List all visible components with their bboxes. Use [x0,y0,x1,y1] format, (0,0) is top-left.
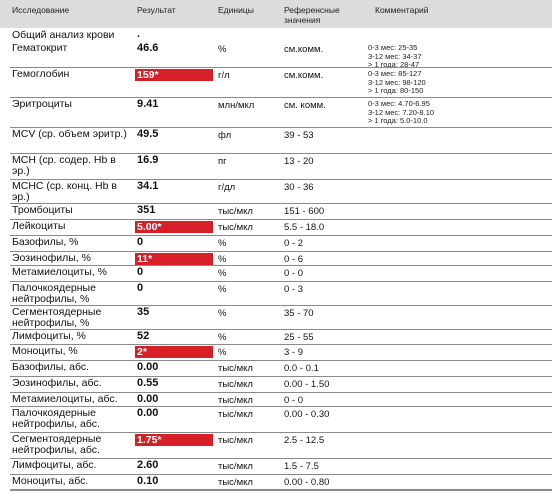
result-value: 0.10 [137,475,159,487]
table-row [10,306,552,330]
result-value: 52 [137,330,150,342]
unit: млн/мкл [218,100,255,111]
table-row [10,204,552,220]
result-value: 16.9 [137,154,159,166]
test-name: Базофилы, абс. [12,361,90,373]
reference-range: 35 - 70 [284,308,314,319]
test-name: MCHC (ср. конц. Hb в эр.) [12,180,117,203]
test-name: Эозинофилы, % [12,252,91,264]
test-name: Лейкоциты [12,220,66,232]
test-name: Тромбоциты [12,204,73,216]
reference-range: 1.5 - 7.5 [284,461,319,472]
table-header [0,0,552,28]
unit: пг [218,156,227,167]
table-row [10,330,552,345]
unit: тыс/мкл [218,435,253,446]
table-row [10,377,552,393]
result-value: 35 [137,306,150,318]
test-name: Сегментоядерные нейтрофилы, абс. [12,433,102,456]
test-name: Эритроциты [12,98,72,110]
table-row [10,68,552,98]
result-value: 0.00 [137,407,159,419]
test-name: Эозинофилы, абс. [12,377,102,389]
test-name: Лимфоциты, абс. [12,459,97,471]
result-value: 0.00 [137,361,159,373]
test-name: Гематокрит [12,42,68,54]
unit: % [218,238,227,249]
unit: % [218,254,227,265]
reference-range: 0.0 - 0.1 [284,363,319,374]
reference-range: 0 - 6 [284,254,304,265]
flagged-result: 5.00* [135,221,213,233]
reference-range: 5.5 - 18.0 [284,222,325,233]
table-row [10,98,552,128]
result-value: 9.41 [137,98,159,110]
table-row [10,393,552,407]
test-name: Палочкоядерные нейтрофилы, абс. [12,407,100,430]
result-value: 0 [137,236,144,248]
flagged-result: 1.75* [135,434,213,446]
result-value: 351 [137,204,156,216]
unit: г/л [218,70,230,81]
reference-range: 0 - 0 [284,268,304,279]
unit: фл [218,130,232,141]
table-row [10,42,552,68]
reference-range: 2.5 - 12.5 [284,435,325,446]
comment: 0-3 мес: 85-127 3-12 мес: 98-120 > 1 года: 80-150 [368,69,426,95]
result-value: 34.1 [137,180,159,192]
test-name: Сегментоядерные нейтрофилы, % [12,306,102,329]
reference-range: см. комм. [284,100,326,111]
reference-range: 0 - 3 [284,284,304,295]
reference-range: 0 - 2 [284,238,304,249]
reference-range: 25 - 55 [284,332,314,343]
table-row [10,407,552,433]
unit: г/дл [218,182,236,193]
table-row [10,361,552,377]
reference-range: 3 - 9 [284,347,304,358]
section-row [10,29,552,42]
test-name: Лимфоциты, % [12,330,86,342]
section-title: Общий анализ крови [12,29,115,41]
table-row [10,236,552,252]
unit: тыс/мкл [218,409,253,420]
flagged-result: 159* [135,69,213,81]
test-name: Метамиелоциты, % [12,266,107,278]
unit: % [218,44,227,55]
unit: тыс/мкл [218,477,253,488]
test-name: Палочкоядерные нейтрофилы, % [12,282,96,305]
test-name: Метамиелоциты, абс. [12,393,118,405]
table-row [10,282,552,306]
unit: % [218,308,227,319]
reference-range: 13 - 20 [284,156,314,167]
result-value: 49.5 [137,128,159,140]
reference-range: см.комм. [284,70,324,81]
result-value: 0.55 [137,377,159,389]
result-value: 46.6 [137,42,159,54]
table-row [10,459,552,475]
unit: % [218,332,227,343]
reference-range: 151 - 600 [284,206,325,217]
reference-range: 0.00 - 0.80 [284,477,330,488]
header-unit: Единицы [218,5,254,15]
reference-range: 0 - 0 [284,395,304,406]
unit: тыс/мкл [218,206,253,217]
header-result: Результат [137,5,176,15]
header-comment: Комментарий [375,5,429,15]
reference-range: 39 - 53 [284,130,314,141]
table-bottom-rule [10,490,552,491]
header-name: Исследование [12,5,70,15]
table-row [10,128,552,154]
unit: % [218,284,227,295]
flagged-result: 11* [135,253,213,265]
result-value: 0 [137,282,144,294]
result-value: 0 [137,266,144,278]
test-name: Гемоглобин [12,68,70,80]
table-row [10,252,552,266]
table-row [10,475,552,490]
table-row [10,180,552,204]
test-name: Моноциты, абс. [12,475,89,487]
unit: тыс/мкл [218,379,253,390]
reference-range: 0.00 - 0.30 [284,409,330,420]
flagged-result: 2* [135,346,213,358]
header-ref: Референсные значения [284,5,340,25]
test-name: MCV (ср. объем эритр.) [12,128,127,140]
unit: тыс/мкл [218,461,253,472]
reference-range: 0.00 - 1.50 [284,379,330,390]
table-row [10,266,552,282]
unit: тыс/мкл [218,222,253,233]
table-row [10,433,552,459]
test-name: Базофилы, % [12,236,79,248]
table-row [10,154,552,180]
result-value: 2.60 [137,459,159,471]
test-name: Моноциты, % [12,345,78,357]
comment: 0-3 мес: 4.70-6.95 3-12 мес: 7.20-8.10 > 1 года: 5.0-10.0 [368,99,435,125]
result-value: 0.00 [137,393,159,405]
table-row [10,220,552,236]
test-name: MCH (ср. содер. Hb в эр.) [12,154,116,177]
reference-range: см.комм. [284,44,324,55]
reference-range: 30 - 36 [284,182,314,193]
unit: % [218,268,227,279]
section-result: . [137,28,141,40]
comment: 0-3 мес: 25-35 3-12 мес: 34-37 > 1 года: 28-47 [368,43,422,69]
unit: тыс/мкл [218,395,253,406]
unit: % [218,347,227,358]
unit: тыс/мкл [218,363,253,374]
table-row [10,345,552,361]
